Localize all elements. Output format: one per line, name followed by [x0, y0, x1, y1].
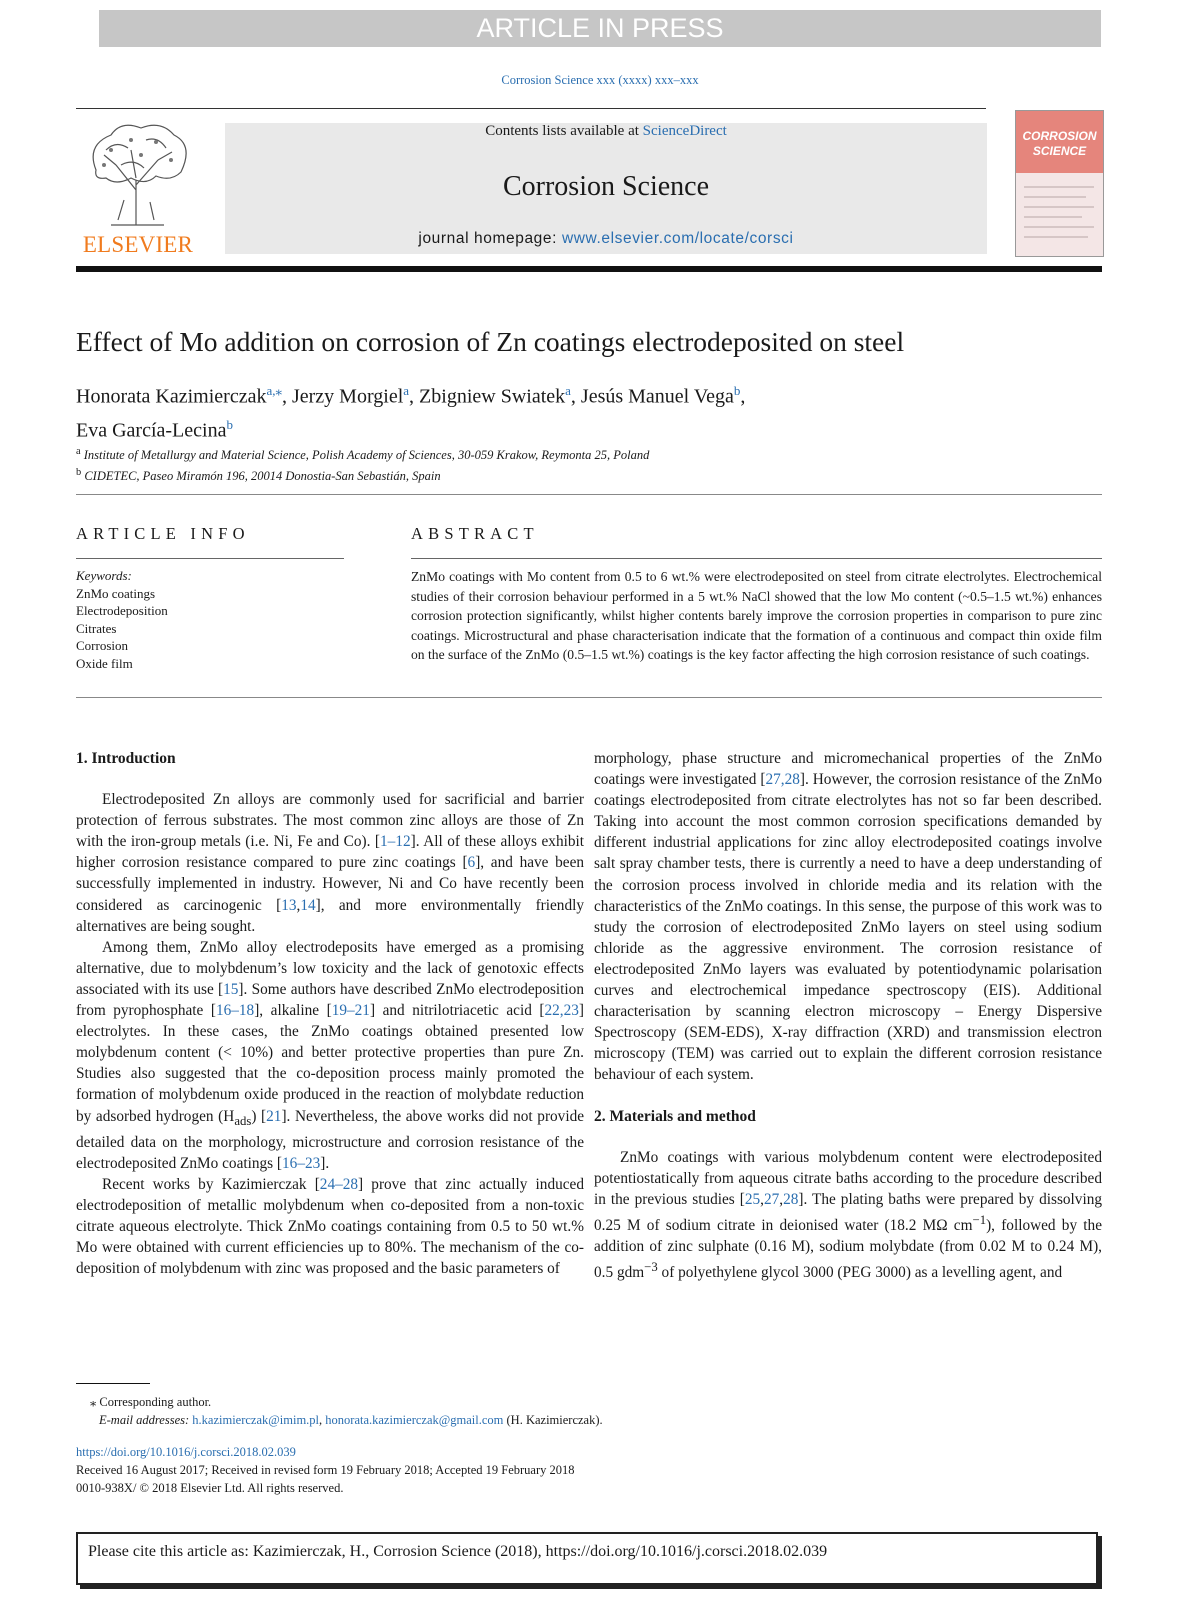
citation-link[interactable]: 25 [744, 1190, 761, 1208]
text-run: Electrodeposited Zn alloys are commonly used for sacrificial and barrier protection of ferrous substrates. The most common zinc alloys are those of Zn with the iron-group metals (i.e. Ni, Fe and Co). [ [76, 791, 584, 851]
email-suffix: (H. Kazimierczak). [503, 1413, 603, 1427]
text-run: ], and more environmentally friendly alternatives are being sought. [76, 896, 584, 935]
article-in-press-banner: ARTICLE IN PRESS [99, 10, 1101, 47]
text-run: ] and nitrilotriacetic acid [ [369, 1002, 545, 1020]
author-separator: , [409, 385, 420, 408]
text-run: ]. [320, 1154, 330, 1172]
text-run: ]. All of these alloys exhibit higher corrosion resistance compared to pure zinc coatings [ [76, 833, 584, 872]
text-run: morphology, phase structure and micromechanical properties of the ZnMo coatings were investigated [ [594, 750, 1102, 789]
abstract-text: ZnMo coatings with Mo content from 0.5 to 6 wt.% were electrodeposited on steel from citrate electrolytes. Electrochemical studies of their corrosion behaviour performed in a 5 wt.% NaCl showed that the low Mo content (~0.5–1.5 wt.%) enhances corrosion protection significantly, whilst higher contents barely improve the corrosion properties in comparison to pure zinc coatings. Microstructural and phase characterisation indicate that the formation of a continuous and compact thin oxide film on the surface of the ZnMo (0.5–1.5 wt.%) coatings is the key factor affecting the high corrosion resistance of such coatings. [411, 569, 1102, 662]
section-heading-materials: 2. Materials and method [594, 1107, 756, 1125]
email-addresses [76, 1411, 603, 1429]
cover-title-line1: CORROSION [1022, 129, 1097, 143]
author-name: Honorata Kazimierczak [76, 385, 267, 408]
citation-link[interactable]: 14 [300, 896, 316, 914]
affiliation-mark: b [76, 467, 82, 479]
abstract-heading: ABSTRACT [411, 524, 539, 543]
abstract-rule [411, 558, 1102, 559]
paragraph [594, 748, 1102, 1086]
keyword-item: Corrosion [76, 638, 128, 653]
email-link[interactable]: honorata.kazimierczak@gmail.com [325, 1413, 504, 1427]
superscript: −1 [972, 1212, 987, 1227]
text-run: Recent works by Kazimierczak [ [102, 1175, 320, 1193]
journal-title: Corrosion Science [502, 171, 710, 202]
citation-box: Please cite this article as: Kazimierczak, H., Corrosion Science (2018), https://doi.org/10.1016/j.corsci.2018.02.039 [76, 1532, 1098, 1585]
homepage-prefix: journal homepage: [418, 230, 562, 247]
footnote-rule [76, 1383, 150, 1384]
citation-link[interactable]: 16–18 [215, 1002, 255, 1020]
copyright: 0010-938X/ © 2018 Elsevier Ltd. All rights reserved. [76, 1481, 344, 1495]
author-separator: , [281, 385, 292, 408]
text-run: ) [ [251, 1107, 267, 1125]
homepage-link[interactable]: www.elsevier.com/locate/corsci [561, 230, 794, 247]
citation-link[interactable]: 27 [763, 1190, 780, 1208]
text-run: ]. Some authors have described ZnMo electrodeposition from pyrophosphate [ [76, 980, 584, 1020]
author-affiliation-mark[interactable]: b [733, 383, 741, 398]
paragraph [594, 1147, 1102, 1284]
author-name: Jerzy Morgiel [291, 385, 404, 408]
text-run: Among them, ZnMo alloy electrodeposits have emerged as a promising alternative, due to molybdenum’s low toxicity and the lack of genotoxic effects associated with its use [ [76, 938, 584, 998]
text-run: ], alkaline [ [254, 1002, 332, 1020]
text-run: ] electrolytes. In these cases, the ZnMo coatings obtained presented low molybdenum content (< 10%) and better protective properties than pure Zn. Studies also suggested that the co-deposition process mainly promoted the formation of molybdenum oxide produced in the reaction of molybdate reduction by adsorbed hydrogen (H [76, 1002, 584, 1125]
keywords-block [76, 567, 168, 672]
text-run: ]. However, the corrosion resistance of the ZnMo coatings electrodeposited from citrate electrolytes has not so far been described. Taking into account the most common corrosion specifications demanded by different industrial applications for zinc alloy electrodeposited coatings involve salt spray chamber tests, there is currently a need to have a deep understanding of the corrosion process involved in chloride media and its relation with the characteristics of the ZnMo coatings. In this sense, the purpose of this work was to study the corrosion of electrodeposited ZnMo layers on steel using sodium chloride as the aggressive environment. The corrosion resistance of electrodeposited ZnMo layers was evaluated by potentiodynamic polarisation curves and electrochemical impedance spectroscopy (EIS). Additional characterisation by scanning electron microscopy – Energy Dispersive Spectroscopy (SEM-EDS), X-ray diffraction (XRD) and transmission electron microscopy (TEM) was carried out to explain the different corrosion resistance behaviour of each system. [594, 771, 1102, 1084]
affiliation-text: CIDETEC, Paseo Miramón 196, 20014 Donostia-San Sebastián, Spain [84, 469, 441, 484]
sciencedirect-link[interactable]: ScienceDirect [642, 123, 727, 139]
article-info-rule [76, 558, 344, 559]
author-name: Eva García-Lecina [76, 419, 227, 442]
affiliation-text: Institute of Metallurgy and Material Science, Polish Academy of Sciences, 30-059 Krakow, Reymonta 25, Poland [83, 448, 650, 463]
journal-homepage [225, 230, 987, 248]
citation-link[interactable]: 16–23 [282, 1154, 321, 1172]
affiliation-item [76, 443, 649, 464]
citation-link[interactable]: 6 [467, 854, 476, 872]
citation-link[interactable]: 24–28 [319, 1175, 359, 1193]
cover-contents-lines [1016, 173, 1103, 253]
text-run: of polyethylene glycol 3000 (PEG 3000) as a levelling agent, and [657, 1264, 1063, 1282]
author-affiliation-mark[interactable]: a,⁎ [266, 383, 282, 398]
text-run: ), followed by the addition of zinc sulphate (0.16 M), sodium molybdate (from 0.02 M to 0.24 M), 0.5 gdm [594, 1216, 1102, 1282]
subscript: ads [234, 1113, 252, 1128]
citation-link[interactable]: 1–12 [380, 833, 411, 851]
contents-prefix: Contents lists available at [485, 123, 643, 139]
author-name: Jesús Manuel Vega [580, 385, 734, 408]
article-info-heading: ARTICLE INFO [76, 524, 250, 543]
author-list [76, 377, 1102, 444]
text-run: ]. The plating baths were prepared by dissolving 0.25 M of sodium citrate in deionised water (18.2 MΩ cm [594, 1190, 1102, 1234]
cover-title-line2: SCIENCE [1032, 144, 1087, 158]
text-run: ]. Nevertheless, the above works did not provide detailed data on the morphology, microstructure and corrosion resistance of the electrodeposited ZnMo coatings [ [76, 1107, 585, 1172]
header-thick-rule [76, 266, 1102, 272]
citation-link[interactable]: 15 [223, 980, 239, 998]
email-label: E-mail addresses: [99, 1413, 193, 1427]
publication-info [76, 1443, 575, 1497]
keyword-item: Oxide film [76, 655, 133, 671]
body-column-left [76, 748, 584, 1279]
author-affiliation-mark[interactable]: a [565, 383, 571, 398]
section-heading-introduction: 1. Introduction [76, 750, 176, 767]
body-column-right [594, 748, 1102, 1283]
keyword-item: Citrates [76, 620, 117, 636]
footnotes [76, 1393, 603, 1429]
journal-cover-thumbnail[interactable] [1015, 110, 1104, 257]
header-top-rule [76, 108, 986, 109]
affiliations [76, 443, 649, 485]
author-separator: , [570, 385, 581, 408]
citation-link[interactable]: 19–21 [331, 1002, 370, 1020]
email-separator: , [319, 1413, 326, 1427]
text-run: , [760, 1190, 764, 1208]
paragraph [76, 1174, 584, 1279]
superscript: −3 [644, 1260, 658, 1275]
journal-reference[interactable]: Corrosion Science xxx (xxxx) xxx–xxx [501, 73, 699, 87]
article-history: Received 16 August 2017; Received in revised form 19 February 2018; Accepted 19 February 2018 [76, 1463, 575, 1477]
elsevier-wordmark: ELSEVIER [82, 232, 194, 257]
email-link[interactable]: h.kazimierczak@imim.pl [192, 1413, 320, 1427]
text-run: ], and have been successfully implemented in industry. However, Ni and Co have recently been considered as carcinogenic [ [76, 854, 585, 914]
author-separator: , [740, 385, 746, 408]
affiliation-item [76, 464, 649, 485]
author-affiliation-mark[interactable]: a [403, 383, 410, 398]
citation-link[interactable]: 28 [783, 1190, 799, 1208]
author-name: Zbigniew Swiatek [419, 385, 566, 408]
citation-link[interactable]: 27,28 [765, 771, 800, 789]
article-title: Effect of Mo addition on corrosion of Zn coatings electrodeposited on steel [76, 326, 905, 357]
author-affiliation-mark[interactable]: b [226, 416, 233, 432]
journal-header [225, 123, 987, 254]
citation-link[interactable]: 22,23 [544, 1002, 579, 1020]
abstract-bottom-rule [76, 697, 1102, 698]
corresponding-author-note: ⁎ Corresponding author. [90, 1395, 212, 1409]
contents-line [225, 123, 987, 140]
cover-title [1016, 111, 1103, 173]
paragraph [76, 937, 584, 1174]
text-run: ZnMo coatings with various molybdenum content were electrodeposited potentiostatically from aqueous citrate baths according to the procedure described in the previous studies [ [594, 1148, 1102, 1208]
text-run: , [779, 1190, 784, 1208]
citation-link[interactable]: 13 [281, 896, 297, 914]
text-run: , [296, 896, 301, 914]
keywords-label: Keywords: [76, 568, 132, 583]
affiliation-mark: a [76, 446, 81, 457]
citation-link[interactable]: 21 [266, 1107, 282, 1125]
text-run: ] prove that zinc actually induced electrodeposition of metallic molybdenum when co-deposited from a non-toxic citrate aqueous electrolyte. Thick ZnMo coatings containing from 0.5 to 50 wt.% Mo were obtained with current efficiencies up to 80%. The mechanism of the co-deposition of molybdenum with zinc was proposed and the basic parameters of [76, 1175, 584, 1278]
doi-link[interactable]: https://doi.org/10.1016/j.corsci.2018.02.039 [76, 1445, 296, 1459]
keyword-item: Electrodeposition [76, 603, 168, 618]
info-top-rule [76, 494, 1102, 495]
keyword-item: ZnMo coatings [76, 585, 156, 601]
paragraph [76, 789, 584, 937]
